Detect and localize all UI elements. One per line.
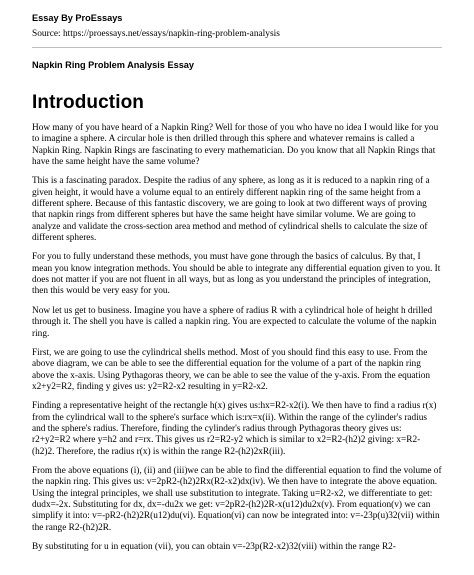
paragraph: For you to fully understand these methods, you must have gone through the basics of calculus. By that, I mean you know integration methods. You should be able to integrate any differential equation given to you. It does not matter if you are not fluent in all ways, but as long as you understand the principles of integration, then this would be very easy for you.	[32, 252, 441, 297]
document-title: Napkin Ring Problem Analysis Essay	[32, 60, 195, 70]
paragraph: Now let us get to business. Imagine you have a sphere of radius R with a cylindrical hole of height h drilled through it. The shell you have is called a napkin ring. You are expected to calculate the volume of the napkin ring.	[32, 305, 437, 339]
brand-name: Essay By ProEssays	[32, 13, 123, 23]
paragraph: This is a fascinating paradox. Despite the radius of any sphere, as long as it is reduced to a napkin ring of a given height, it would have a volume equal to an entirely different napkin ring of the same height from a different sphere. Because of this fantastic discovery, we are going to look at two different ways of proving that napkin rings from different spheres but have the same height have similar volume. We are going to analyze and validate the cross-section area method and method of cylindrical shells to calculate the size of different spheres.	[32, 176, 430, 244]
paragraph: From the above equations (i), (ii) and (iii)we can be able to find the differential equation to find the volume of the napkin ring. This gives us: v=2pR2-(h2)2Rx(R2-x2)dx(iv). We then have to integrate the above equation. Using the integral principles, we shall use substitution to integrate. Taking u=R2-x2, we differentiate to get: dudx=-2x. Substituting for dx, dx=-du2x we get: v=2pR2-(h2)2R-x(u12)du2x(v). From equation(v) we can simplify it into: v=-pR2-(h2)2R(u12)du(vi). Equation(vi) can now be integrated into: v=-23p(u)32(vii) within the range R2-(h2)2R.	[32, 465, 442, 533]
paragraph: By substituting for u in equation (vii), you can obtain v=-23p(R2-x2)32(viii) within the range R2-	[32, 542, 396, 552]
paragraph: How many of you have heard of a Napkin Ring? Well for those of you who have no idea I would like for you to imagine a sphere. A circular hole is then drilled through this sphere and whatever remains is called a Napkin Ring. Napkin Rings are fascinating to every mathematician. Do you know that all Napkin Rings that have the same height have the same volume?	[32, 123, 439, 168]
section-heading: Introduction	[32, 92, 145, 113]
paragraph: First, we are going to use the cylindrical shells method. Most of you should find this easy to use. From the above diagram, we can be able to see the differential equation for the volume of a part of the napkin ring above the x-axis. Using Pythagoras theory, we can be able to see the value of the y-axis. From the equation x2+y2=R2, finding y gives us: y2=R2-x2 resulting in y=R2-x2.	[32, 347, 431, 392]
source-url: Source: https://proessays.net/essays/napkin-ring-problem-analysis	[32, 29, 280, 39]
header-divider	[32, 47, 442, 48]
paragraph: Finding a representative height of the rectangle h(x) gives us:hx=R2-x2(i). We then have to find a radius r(x) from the cylindrical wall to the sphere's surface which is:rx=x(ii). Within the range of the cylinder's radius and the sphere's radius. Therefore, finding the cylinder's radius through Pythagoras theory gives us: r2+y2=R2 where y=h2 and r=rx. This gives us r2=R2-y2 which is similar to x2=R2-(h2)2 giving: x=R2-(h2)2. Therefore, the radius r(x) is within the range R2-(h2)2xR(iii).	[32, 401, 437, 457]
